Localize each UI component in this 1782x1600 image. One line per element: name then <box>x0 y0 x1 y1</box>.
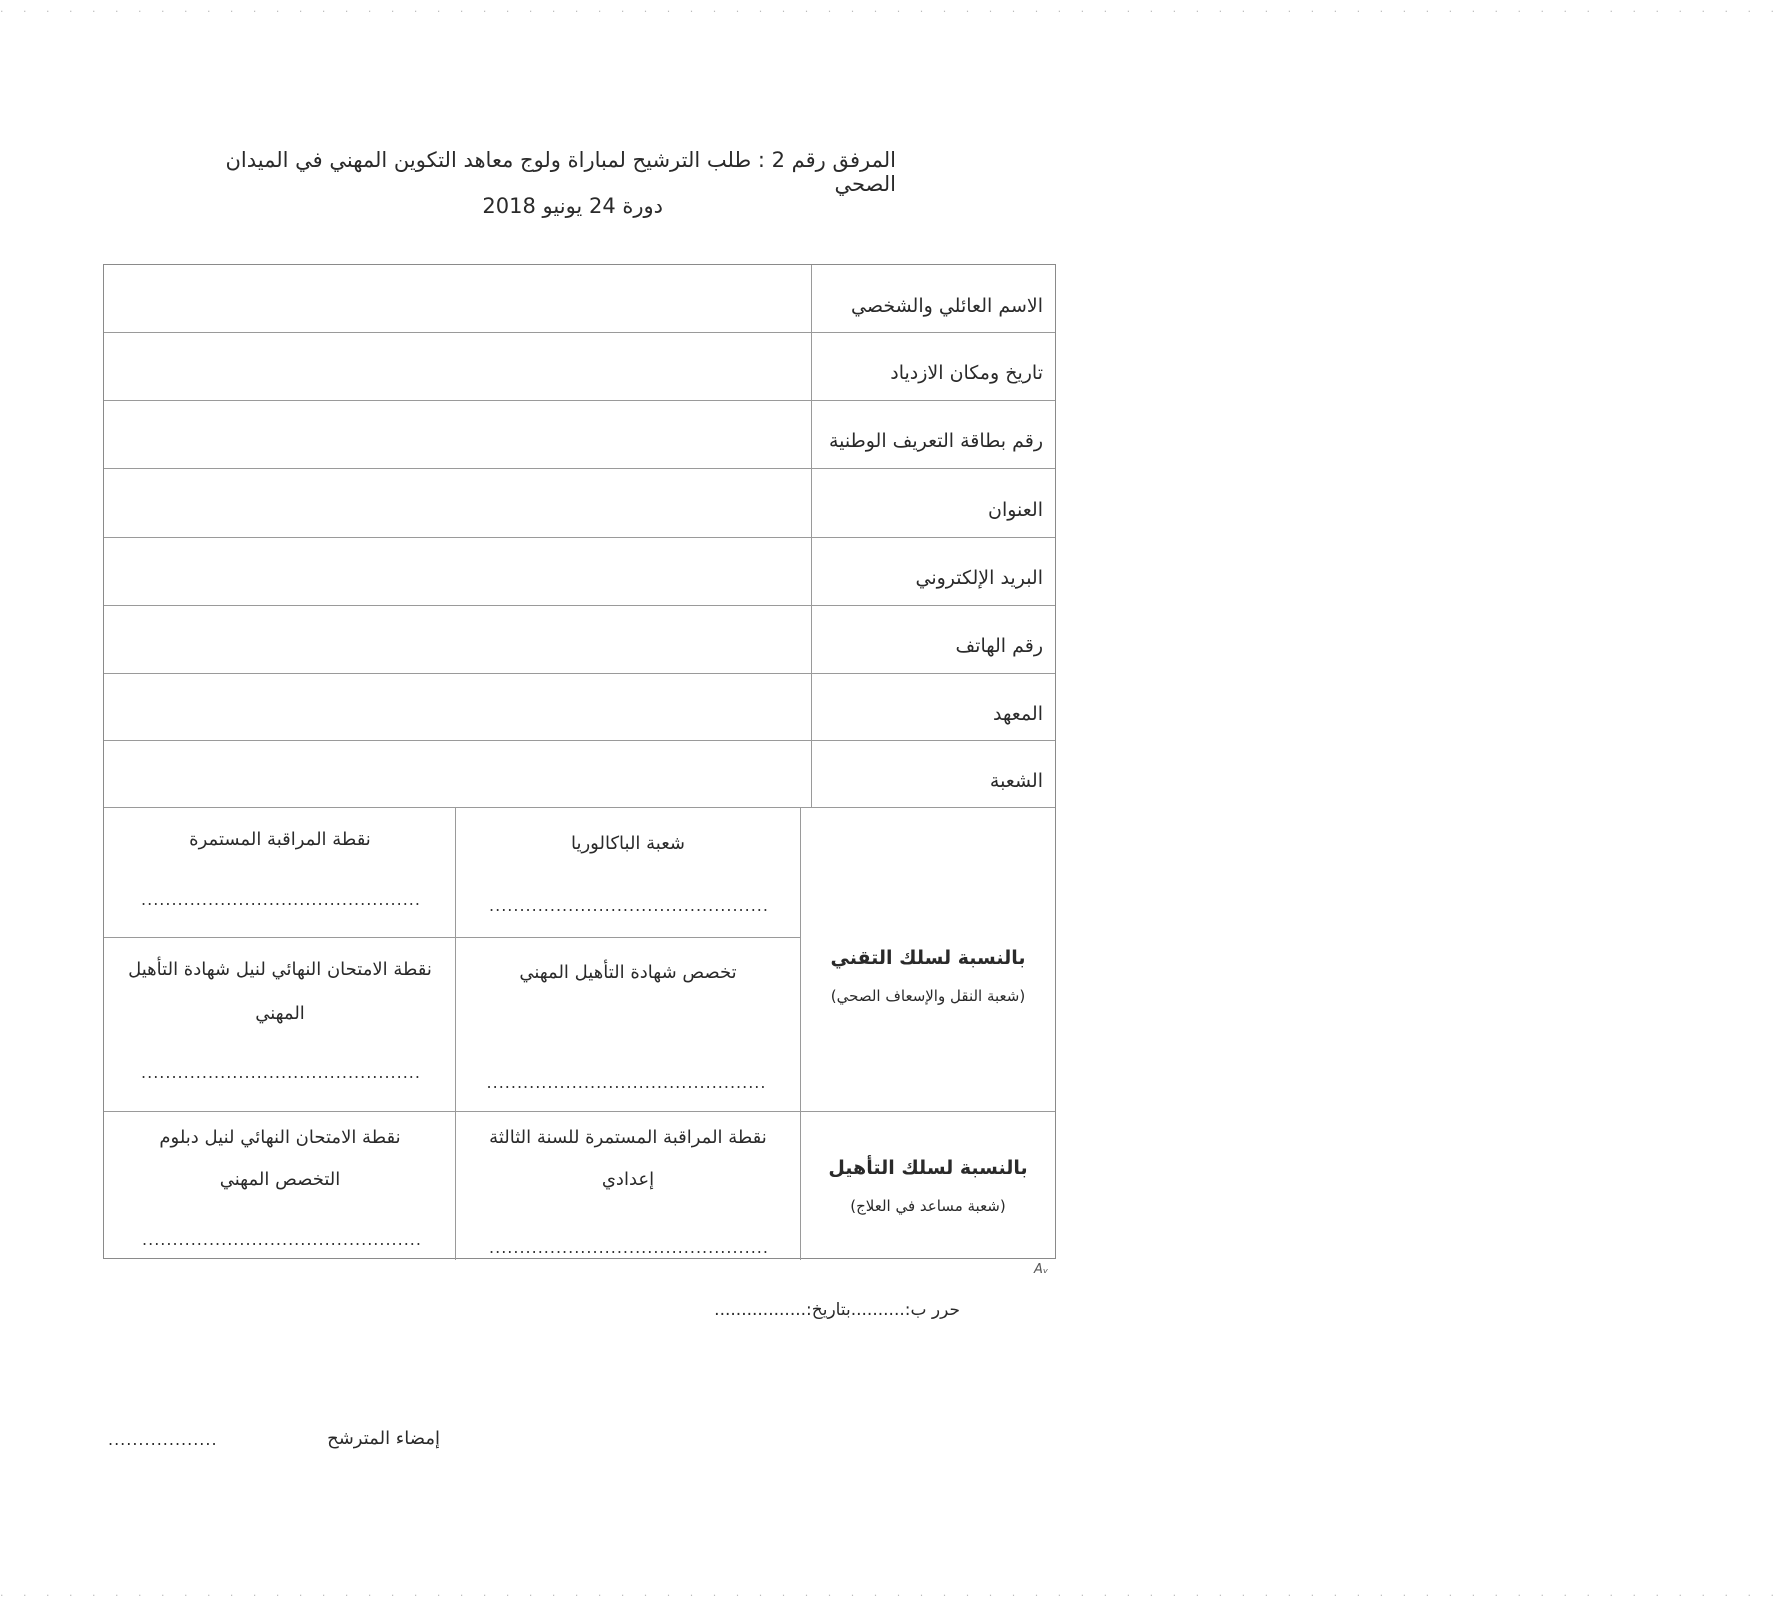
field-value-institute[interactable] <box>104 673 811 740</box>
field-label-stream: الشعبة <box>811 740 1055 807</box>
application-form-table <box>103 264 1056 1259</box>
continuous-grade-3rd-label: نقطة المراقبة المستمرة للسنة الثالثة إعدادي <box>489 1127 767 1190</box>
field-value-fullname[interactable] <box>104 265 811 332</box>
qualification-block <box>104 1111 1055 1260</box>
technician-divider <box>104 937 800 938</box>
signature-dots[interactable]: .................. <box>108 1430 218 1449</box>
qualification-subtitle: (شعبة مساعد في العلاج) <box>850 1197 1006 1215</box>
handwritten-initial: Aᵥ <box>1034 1262 1049 1277</box>
edge-dots-top: . . . . . . . . . . . . . . . . . . . . . . . . . . . . . . . . . . . . . . . . . . . . . . . . . . . . . . . . . . . . . . . . . . . . . . . . . . . . . . <box>0 2 1782 15</box>
final-exam-label: نقطة الامتحان النهائي لنيل شهادة التأهيل المهني <box>128 959 432 1024</box>
continuous-grade-label: نقطة المراقبة المستمرة <box>189 829 371 850</box>
field-label-address: العنوان <box>811 468 1055 537</box>
bac-stream-label: شعبة الباكالوريا <box>571 833 685 854</box>
field-row-address <box>104 468 1055 538</box>
field-label-phone: رقم الهاتف <box>811 605 1055 673</box>
document-title: المرفق رقم 2 : طلب الترشيح لمباراة ولوج معاهد التكوين المهني في الميدان الصحي <box>225 148 896 196</box>
field-label-birth: تاريخ ومكان الازدياد <box>811 332 1055 400</box>
field-value-birth[interactable] <box>104 332 811 400</box>
field-value-address[interactable] <box>104 468 811 537</box>
field-row-phone <box>104 605 1055 674</box>
qualification-left-col <box>104 1111 456 1260</box>
field-label-cin: رقم بطاقة التعريف الوطنية <box>811 400 1055 468</box>
technician-subtitle: (شعبة النقل والإسعاف الصحي) <box>830 987 1026 1005</box>
field-value-phone[interactable] <box>104 605 811 673</box>
technician-title: بالنسبة لسلك التقني <box>830 947 1026 969</box>
qualification-side <box>800 1111 1055 1260</box>
field-label-fullname: الاسم العائلي والشخصي <box>811 265 1055 332</box>
diploma-final-exam-dots[interactable]: .............................................. <box>142 1230 422 1249</box>
continuous-grade-3rd-dots[interactable]: .............................................. <box>489 1238 769 1257</box>
technician-middle-col <box>455 807 800 1111</box>
edge-dots-bottom: . . . . . . . . . . . . . . . . . . . . . . . . . . . . . . . . . . . . . . . . . . . . . . . . . . . . . . . . . . . . . . . . . . . . . . . . . . . . . . <box>0 1586 1782 1599</box>
final-exam-dots[interactable]: .............................................. <box>141 1063 421 1082</box>
field-row-fullname <box>104 265 1055 333</box>
field-row-cin <box>104 400 1055 469</box>
qualification-middle-col <box>455 1111 800 1260</box>
specialization-label: تخصص شهادة التأهيل المهني <box>519 962 737 983</box>
session-date: دورة 24 يونيو 2018 <box>482 194 663 218</box>
bac-stream-dots[interactable]: .............................................. <box>489 896 769 915</box>
specialization-dots[interactable]: .............................................. <box>486 1073 767 1092</box>
technician-side <box>800 807 1055 1111</box>
signature-label: إمضاء المترشح <box>327 1428 440 1449</box>
field-row-stream <box>104 740 1055 808</box>
diploma-final-exam-label: نقطة الامتحان النهائي لنيل دبلوم التخصص المهني <box>159 1127 401 1190</box>
field-value-email[interactable] <box>104 537 811 605</box>
technician-left-col <box>104 807 456 1111</box>
field-row-birth <box>104 332 1055 401</box>
field-label-email: البريد الإلكتروني <box>811 537 1055 605</box>
field-value-cin[interactable] <box>104 400 811 468</box>
field-label-institute: المعهد <box>811 673 1055 740</box>
field-row-institute <box>104 673 1055 741</box>
made-at-date-line[interactable]: حرر ب:..........بتاريخ:................. <box>714 1300 960 1320</box>
continuous-grade-dots[interactable]: .............................................. <box>141 890 421 909</box>
qualification-title: بالنسبة لسلك التأهيل <box>828 1157 1028 1179</box>
field-row-email <box>104 537 1055 606</box>
field-value-stream[interactable] <box>104 740 811 807</box>
technician-block <box>104 807 1055 1112</box>
